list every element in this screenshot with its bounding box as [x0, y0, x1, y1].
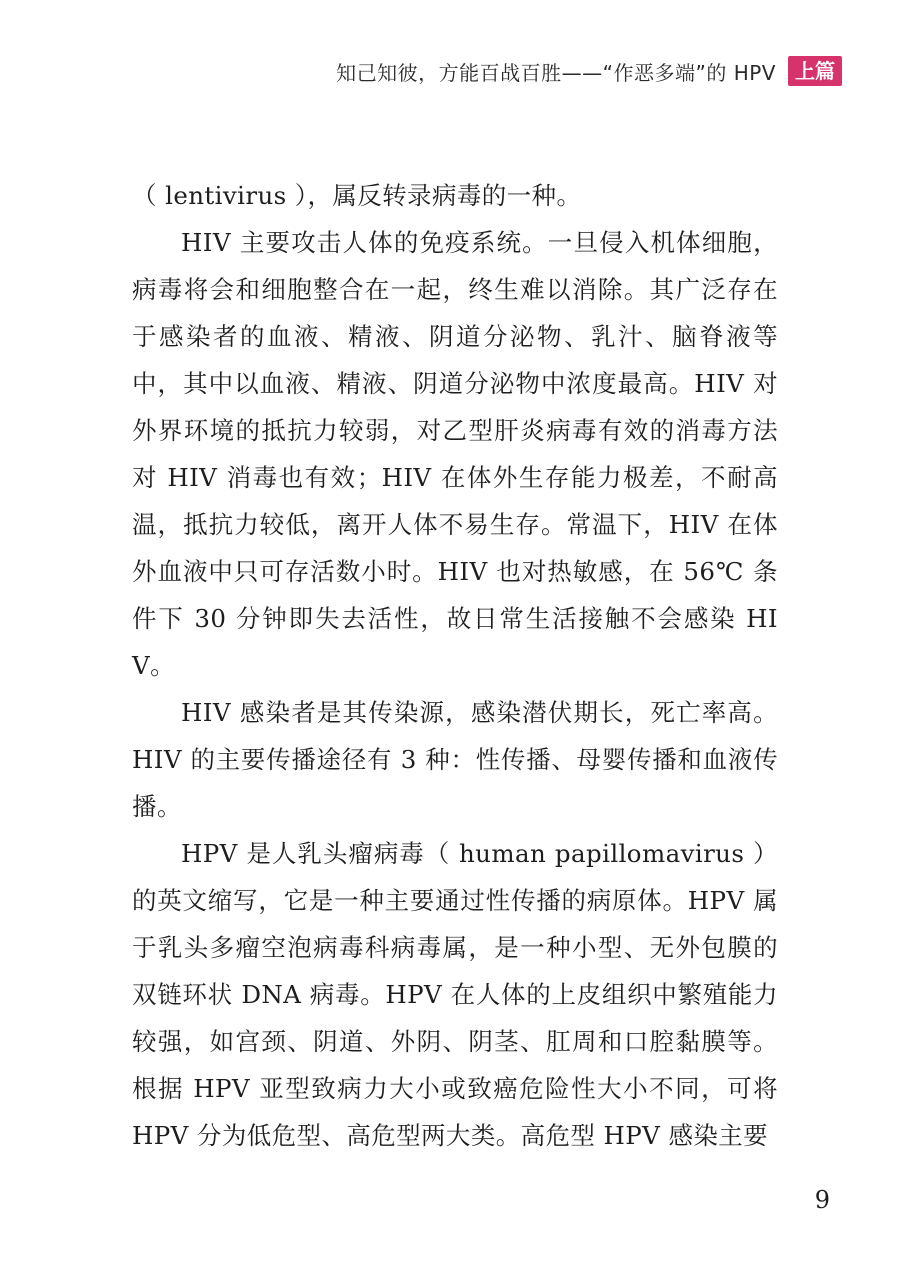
header-title: 知己知彼，方能百战百胜——“作恶多端”的 HPV	[336, 60, 776, 85]
running-header	[336, 56, 842, 86]
page-body	[132, 172, 778, 1159]
page-number: 9	[814, 1186, 830, 1214]
paragraph-hiv-transmission: HIV 感染者是其传染源，感染潜伏期长，死亡率高。HIV 的主要传播途径有 3 种：性传播、母婴传播和血液传播。	[132, 698, 778, 821]
paragraph-hpv-definition: HPV 是人乳头瘤病毒（ human papillomavirus ）的英文缩写，它是一种主要通过性传播的病原体。HPV 属于乳头多瘤空泡病毒科病毒属，是一种小型、无外包膜的双链环状 DNA 病毒。HPV 在人体的上皮组织中繁殖能力较强，如宫颈、阴道、外阴、阴茎、肛周和口腔黏膜等。根据 HPV 亚型致病力大小或致癌危险性大小不同，可将 HPV 分为低危型、高危型两大类。高危型 HPV 感染主要	[132, 839, 778, 1150]
paragraph-continuation: （ lentivirus ），属反转录病毒的一种。	[132, 181, 582, 210]
section-badge: 上篇	[788, 56, 842, 86]
paragraph-hiv-immune: HIV 主要攻击人体的免疫系统。一旦侵入机体细胞，病毒将会和细胞整合在一起，终生难以消除。其广泛存在于感染者的血液、精液、阴道分泌物、乳汁、脑脊液等中，其中以血液、精液、阴道分泌物中浓度最高。HIV 对外界环境的抵抗力较弱，对乙型肝炎病毒有效的消毒方法对 HIV 消毒也有效；HIV 在体外生存能力极差，不耐高温，抵抗力较低，离开人体不易生存。常温下，HIV 在体外血液中只可存活数小时。HIV 也对热敏感，在 56℃ 条件下 30 分钟即失去活性，故日常生活接触不会感染 HIV。	[132, 228, 778, 680]
